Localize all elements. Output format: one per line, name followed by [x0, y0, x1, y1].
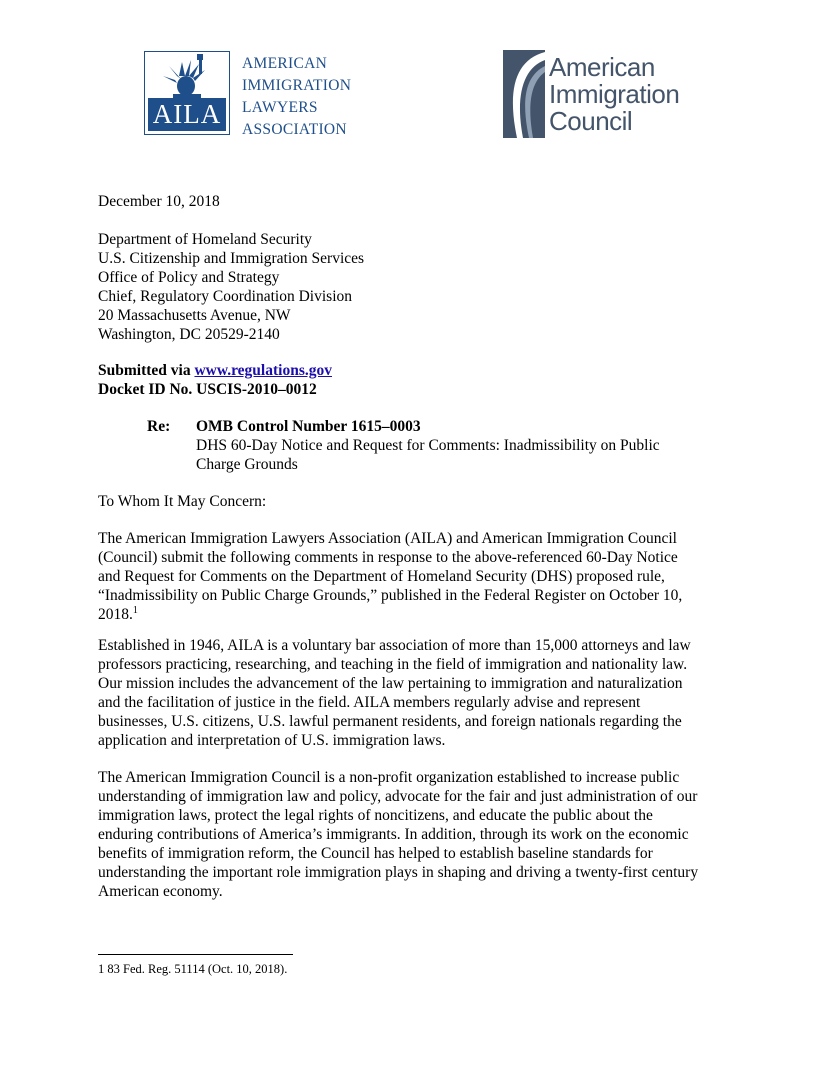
council-wordmark: American Immigration Council: [549, 52, 680, 136]
recipient-line: Department of Homeland Security: [98, 231, 312, 248]
re-label: Re:: [147, 418, 171, 435]
aila-abbreviation: AILA: [148, 98, 226, 131]
re-block: [196, 417, 660, 474]
recipient-line: Office of Policy and Strategy: [98, 269, 280, 286]
aila-wordmark: AMERICAN IMMIGRATION LAWYERS ASSOCIATION: [242, 55, 352, 138]
re-title: OMB Control Number 1615–0003: [196, 418, 421, 435]
aila-logo: [144, 51, 354, 137]
statue-of-liberty-icon: [159, 54, 215, 100]
recipient-line: 20 Massachusetts Avenue, NW: [98, 307, 291, 324]
recipient-line: Chief, Regulatory Coordination Division: [98, 288, 353, 305]
recipient-line: Washington, DC 20529-2140: [98, 326, 280, 343]
council-emblem-icon: [503, 50, 545, 138]
footnote-number: 1: [98, 962, 105, 976]
aila-logo-box: [144, 51, 230, 135]
re-subject-line: DHS 60-Day Notice and Request for Comments: Inadmissibility on Public: [196, 437, 660, 454]
footnote-reference[interactable]: 1: [132, 604, 138, 616]
footnote-text: 83 Fed. Reg. 51114 (Oct. 10, 2018).: [104, 962, 288, 976]
paragraph-3: The American Immigration Council is a non-profit organization established to increase public understanding of immigration law and policy, advocate for the fair and just administration of our immigration laws, protect the legal rights of noncitizens, and educate the public about the enduring contributions of America’s immigrants. In addition, through its work on the economic benefits of immigration reform, the Council has helped to establish baseline standards for understanding the important role immigration plays in shaping and driving a twenty-first century American economy.: [98, 769, 699, 900]
paragraph-1: The American Immigration Lawyers Association (AILA) and American Immigration Council (Council) submit the following comments in response to the above-referenced 60-Day Notice and Request for Comments on the Department of Homeland Security (DHS) proposed rule, “Inadmissibility on Public Charge Grounds,” published in the Federal Register on October 10, 2018.$^1$: [98, 530, 683, 623]
salutation: To Whom It May Concern:: [98, 493, 267, 510]
regulations-gov-link[interactable]: www.regulations.gov: [194, 362, 332, 379]
council-logo: [503, 50, 693, 140]
recipient-line: U.S. Citizenship and Immigration Services: [98, 250, 365, 267]
footnote: [98, 961, 287, 977]
paragraph-2: Established in 1946, AILA is a voluntary bar association of more than 15,000 attorneys and law professors practicing, researching, and teaching in the field of immigration and nationality law. Our mission includes the advancement of the law pertaining to immigration and naturalization and the facilitation of justice in the field. AILA members regularly advise and represent businesses, U.S. citizens, U.S. lawful permanent residents, and foreign nationals regarding the application and interpretation of U.S. immigration laws.: [98, 637, 691, 749]
letter-date: December 10, 2018: [98, 193, 220, 210]
submission-line: Submitted via www.regulations.gov: [98, 362, 332, 379]
re-subject-line: Charge Grounds: [196, 456, 298, 473]
footnote-divider: [98, 954, 293, 955]
recipient-address: [98, 230, 364, 344]
docket-id: Docket ID No. USCIS-2010–0012: [98, 381, 317, 398]
